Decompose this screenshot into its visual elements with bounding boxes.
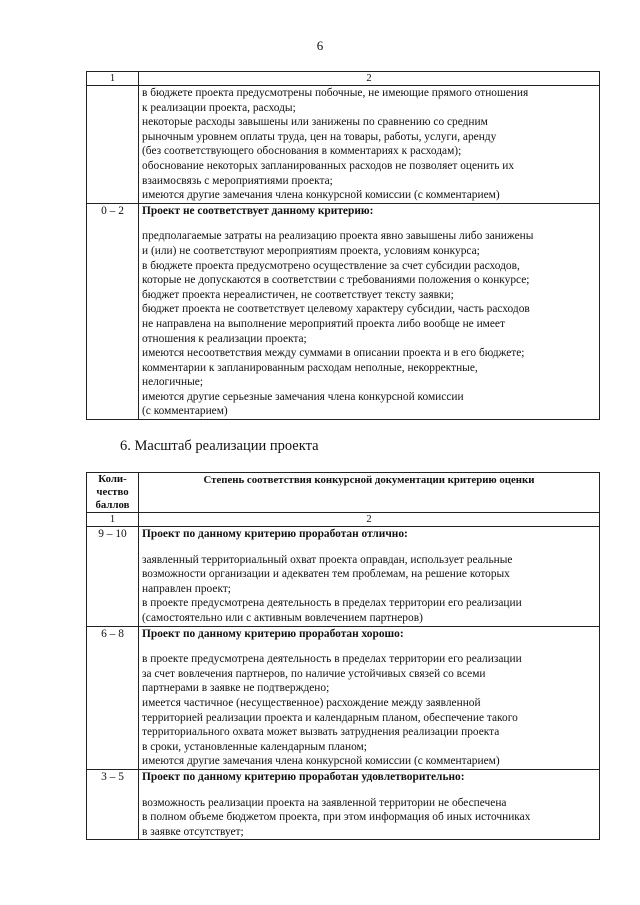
criteria-text-line: обоснование некоторых запланированных расходов не позволяет оценить их (142, 159, 515, 172)
criteria-heading: Проект по данному критерию проработан хорошо: (142, 627, 404, 640)
criteria-text-line: (самостоятельно или с активным вовлечением партнеров) (142, 611, 423, 624)
criteria-text-line: предполагаемые затраты на реализацию проекта явно завышены либо занижены (142, 230, 534, 243)
criteria-text-line: в полном объеме бюджетом проекта, при этом информация об иных источниках (142, 811, 531, 824)
budget-criteria-table (86, 71, 600, 420)
criteria-text-line: комментарии к запланированным расходам неполные, некорректные, (142, 361, 478, 374)
column-number-row (87, 513, 600, 527)
table-header-row (87, 473, 600, 513)
section-title: 6. Масштаб реализации проекта (120, 438, 319, 454)
criteria-text-line: партнерами в заявке не подтверждено; (142, 682, 330, 695)
criteria-description (139, 626, 600, 769)
criteria-text-line: не направлена на выполнение мероприятий проекта либо вообще не имеет (142, 317, 505, 330)
criteria-text-line: имеются другие замечания члена конкурсной комиссии (с комментарием) (142, 189, 500, 202)
score-header-line: баллов (95, 499, 130, 511)
criteria-text-line: в бюджете проекта предусмотрено осуществление за счет субсидии расходов, (142, 259, 520, 272)
criteria-heading: Проект по данному критерию проработан отлично: (142, 528, 408, 540)
spacer (142, 542, 596, 553)
score-range: 3 – 5 (87, 769, 139, 839)
criteria-column-header: Степень соответствия конкурсной документации критерию оценки (139, 473, 600, 513)
criteria-row (87, 86, 600, 204)
criteria-text-line: имеются другие замечания члена конкурсной комиссии (с комментарием) (142, 755, 500, 768)
column-number: 2 (139, 513, 600, 527)
criteria-text-line: некоторые расходы завышены или занижены по сравнению со средним (142, 116, 488, 129)
spacer (142, 641, 596, 652)
criteria-text-line: к реализации проекта, расходы; (142, 101, 296, 114)
criteria-text-line: которые не допускаются в соответствии с требованиями положения о конкурсе; (142, 274, 530, 287)
criteria-text-line: в проекте предусмотрена деятельность в пределах территории его реализации (142, 597, 522, 610)
criteria-text-line: территориального охвата может вызвать затруднения реализации проекта (142, 726, 500, 739)
spacer (142, 218, 596, 229)
criteria-row (87, 769, 600, 839)
score-header-line: Коли- (98, 473, 127, 485)
criteria-description (139, 86, 600, 204)
score-range: 0 – 2 (87, 203, 139, 419)
criteria-text-line: рыночным уровнем оплаты труда, цен на товары, работы, услуги, аренду (142, 130, 497, 143)
criteria-text-line: в заявке отсутствует; (142, 825, 244, 838)
criteria-heading: Проект по данному критерию проработан удовлетворительно: (142, 770, 465, 783)
criteria-text-line: (с комментарием) (142, 405, 228, 418)
criteria-text-line: (без соответствующего обоснования в комментариях к расходам); (142, 145, 462, 158)
criteria-description (139, 527, 600, 627)
criteria-text-line: в проекте предусмотрена деятельность в пределах территории его реализации (142, 653, 522, 666)
score-range: 9 – 10 (87, 527, 139, 627)
scale-criteria-table (86, 472, 600, 840)
score-range (87, 86, 139, 204)
criteria-heading: Проект не соответствует данному критерию: (142, 204, 374, 217)
criteria-text-line: и (или) не соответствуют мероприятиям проекта, условиям конкурса; (142, 244, 480, 257)
criteria-text-line: территорией реализации проекта и календарным планом, обеспечение такого (142, 711, 518, 724)
criteria-text-line: взаимосвязь с мероприятиями проекта; (142, 174, 333, 187)
criteria-text-line: отношения к реализации проекта; (142, 332, 307, 345)
criteria-row (87, 626, 600, 769)
page-number: 6 (316, 38, 324, 53)
column-number: 1 (87, 72, 139, 86)
criteria-text-line: имеются несоответствия между суммами в описании проекта и в его бюджете; (142, 347, 525, 360)
criteria-description (139, 769, 600, 839)
spacer (142, 785, 596, 796)
criteria-text-line: в сроки, установленные календарным планом; (142, 740, 367, 753)
criteria-text-line: нелогичные; (142, 376, 203, 389)
criteria-text-line: имеются другие серьезные замечания члена конкурсной комиссии (142, 390, 464, 403)
score-range: 6 – 8 (87, 626, 139, 769)
criteria-text-line: возможности организации и адекватен тем проблемам, на решение которых (142, 568, 510, 581)
criteria-text-line: заявленный территориальный охват проекта оправдан, использует реальные (142, 553, 513, 566)
score-column-header (87, 473, 139, 513)
criteria-row (87, 203, 600, 419)
criteria-row (87, 527, 600, 627)
column-number: 1 (87, 513, 139, 527)
column-number-row (87, 72, 600, 86)
column-number: 2 (139, 72, 600, 86)
criteria-text-line: бюджет проекта не соответствует целевому характеру субсидии, часть расходов (142, 303, 530, 316)
score-header-line: чество (96, 486, 129, 498)
criteria-description (139, 203, 600, 419)
criteria-text-line: возможность реализации проекта на заявленной территории не обеспечена (142, 796, 507, 809)
criteria-text-line: за счет вовлечения партнеров, по наличие устойчивых связей со всеми (142, 667, 486, 680)
criteria-text-line: в бюджете проекта предусмотрены побочные, не имеющие прямого отношения (142, 87, 529, 99)
criteria-text-line: направлен проект; (142, 582, 231, 595)
criteria-text-line: имеется частичное (несущественное) расхождение между заявленной (142, 696, 481, 709)
criteria-text-line: бюджет проекта нереалистичен, не соответствует тексту заявки; (142, 288, 454, 301)
